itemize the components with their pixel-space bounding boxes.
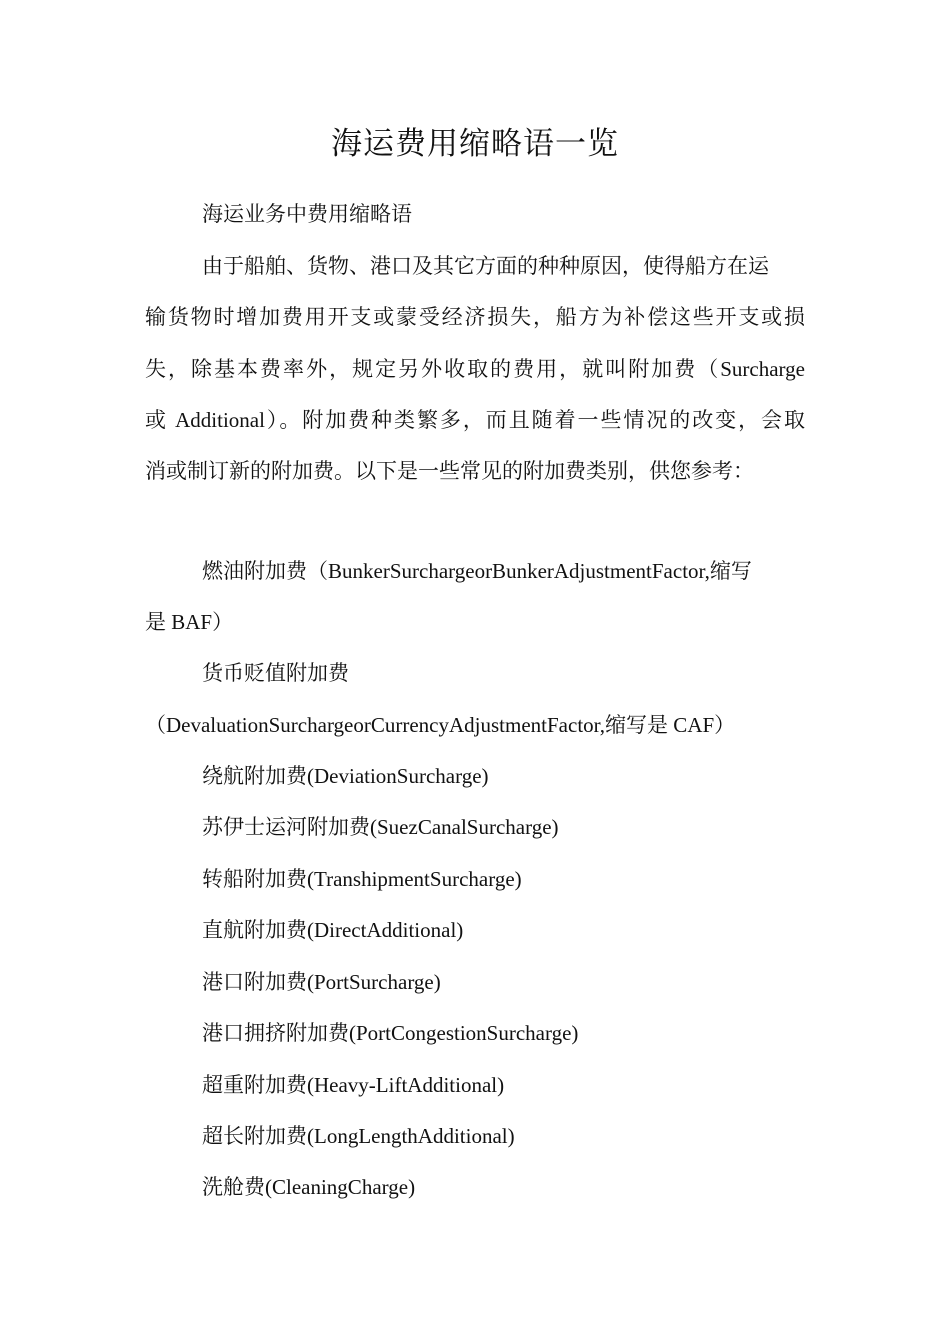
list-item: 直航附加费(DirectAdditional) — [202, 918, 464, 942]
list-item: （DevaluationSurchargeorCurrencyAdjustmentFactor,缩写是 CAF） — [145, 713, 736, 737]
list-item: 是 BAF） — [145, 610, 234, 634]
list-item: 转船附加费(TranshipmentSurcharge) — [202, 867, 522, 891]
list-item: 超长附加费(LongLengthAdditional) — [202, 1124, 515, 1148]
list-item: 超重附加费(Heavy-LiftAdditional) — [202, 1073, 505, 1097]
list-item: 港口附加费(PortSurcharge) — [202, 970, 441, 994]
list-item: 货币贬值附加费 — [202, 661, 349, 685]
list-item: 燃油附加费（BunkerSurchargeorBunkerAdjustmentFactor,缩写 — [202, 559, 752, 583]
page-title: 海运费用缩略语一览 — [331, 126, 619, 161]
intro-line: 由于船舶、货物、港口及其它方面的种种原因，使得船方在运 — [202, 254, 769, 278]
list-item: 苏伊士运河附加费(SuezCanalSurcharge) — [202, 815, 559, 839]
intro-line: 输货物时增加费用开支或蒙受经济损失，船方为补偿这些开支或损 — [145, 305, 805, 329]
intro-line: 或 Additional）。附加费种类繁多，而且随着一些情况的改变，会取 — [145, 408, 805, 432]
list-item: 绕航附加费(DeviationSurcharge) — [202, 764, 489, 788]
subtitle: 海运业务中费用缩略语 — [202, 202, 412, 226]
intro-line: 失，除基本费率外，规定另外收取的费用，就叫附加费（Surcharge — [145, 357, 805, 381]
list-item: 洗舱费(CleaningCharge) — [202, 1175, 416, 1199]
list-item: 港口拥挤附加费(PortCongestionSurcharge) — [202, 1021, 579, 1045]
intro-line: 消或制订新的附加费。以下是一些常见的附加费类别，供您参考： — [145, 459, 754, 483]
